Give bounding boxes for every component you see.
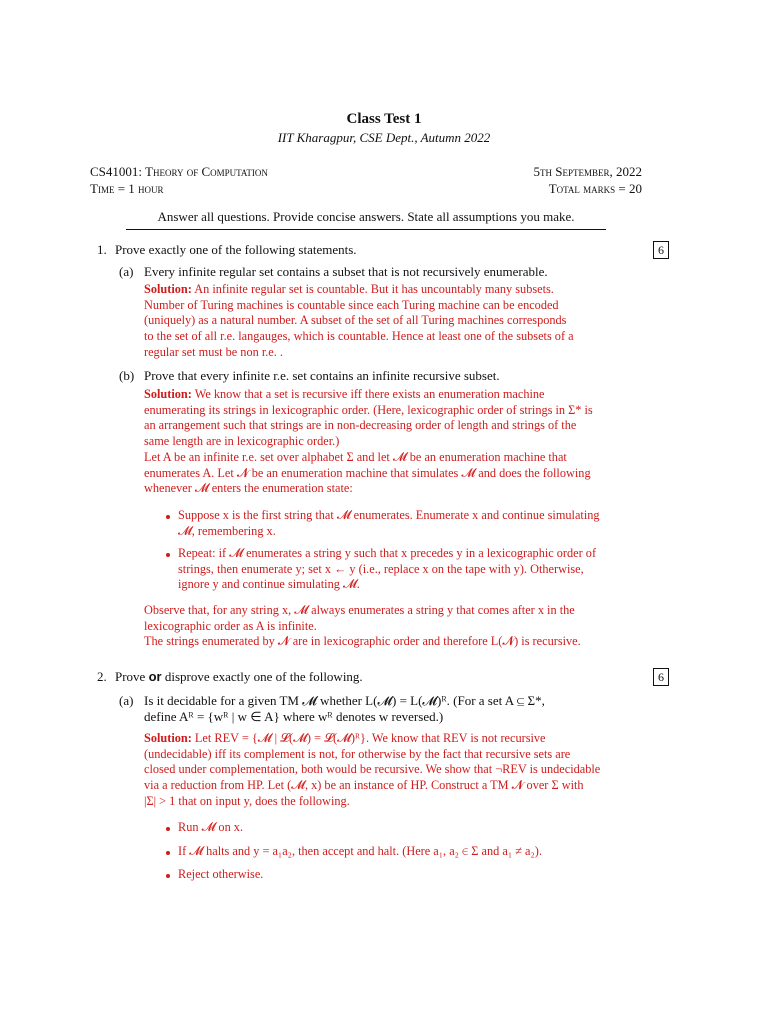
- solution-label: Solution:: [144, 282, 192, 296]
- q1b-solution: [144, 387, 641, 497]
- sol-line: |Σ| > 1 that on input y, does the following.: [144, 793, 350, 808]
- sol-line: (uniquely) as a natural number. A subset of the set of all Turing machines corresponds: [144, 313, 567, 328]
- sol-line: Let A be an infinite r.e. set over alphabet Σ and let 𝓜 be an enumeration machine that: [144, 449, 567, 464]
- q1b-conclusion: [144, 603, 641, 650]
- bullet-line: Suppose x is the first string that 𝓜 enumerates. Enumerate x and continue simulating: [178, 508, 600, 522]
- sol-line: enumerates A. Let 𝓝 be an enumeration machine that simulates 𝓜 and does the following: [144, 465, 591, 480]
- sol-line: whenever 𝓜 enters the enumeration state:: [144, 481, 353, 496]
- q2a-bullet-3: Reject otherwise.: [178, 867, 264, 881]
- question-1-marks: 6: [653, 241, 669, 259]
- q2-text-or: or: [148, 669, 162, 684]
- question-2-text: [115, 669, 363, 685]
- sol-line: regular set must be non r.e. .: [144, 344, 283, 359]
- sol-line: same length are in lexicographic order.): [144, 434, 340, 449]
- bullet-dot: [166, 553, 170, 557]
- q2a-bullet-2: If 𝓜 halts and y = a₁a₂, then accept and halt. (Here a₁, a₂ ∈ Σ and a₁ ≠ a₂).: [178, 844, 542, 858]
- sol-line: Let REV = {𝓜 | 𝓛(𝓜) = 𝓛(𝓜)ᴿ}. We know that REV is not recursive: [194, 731, 546, 745]
- bullet-line: 𝓜, remembering x.: [178, 523, 276, 538]
- sol-line: enumerating its strings in lexicographic order. (Here, lexicographic order of strings in Σ* is: [144, 402, 593, 417]
- sol-line: to the set of all r.e. langauges, which is countable. Hence at least one of the subsets of a: [144, 329, 574, 344]
- page-title: Class Test 1: [346, 111, 422, 127]
- question-2-marks: 6: [653, 668, 669, 686]
- bullet-line: strings, then enumerate y; set x ← y (i.e., replace x on the tape with y). Otherwise,: [178, 561, 584, 576]
- q2a-label: (a): [119, 693, 134, 708]
- solution-label: Solution:: [144, 387, 192, 401]
- q2a-bullet-1: Run 𝓜 on x.: [178, 820, 244, 834]
- q1a-text: Every infinite regular set contains a subset that is not recursively enumerable.: [144, 264, 548, 279]
- question-1-text: Prove exactly one of the following statements.: [115, 242, 357, 257]
- sol-line: We know that a set is recursive iff there exists an enumeration machine: [194, 387, 545, 401]
- question-1-number: 1.: [97, 242, 107, 257]
- question-2-number: 2.: [97, 669, 107, 684]
- sol-line: Observe that, for any string x, 𝓜 always enumerates a string y that comes after x in the: [144, 603, 575, 617]
- sol-line: via a reduction from HP. Let (𝓜, x) be an instance of HP. Construct a TM 𝓝 over Σ with: [144, 778, 584, 793]
- bullet-dot: [166, 827, 170, 831]
- exam-date: 5th September, 2022: [533, 164, 642, 179]
- q2-text-post: disprove exactly one of the following.: [164, 669, 363, 684]
- bullet-line: ignore y and continue simulating 𝓜.: [178, 577, 360, 592]
- q1b-label: (b): [119, 368, 135, 383]
- q1a-solution: [144, 282, 641, 361]
- q2a-line: Is it decidable for a given TM 𝓜 whether L(𝓜) = L(𝓜)ᴿ. (For a set A ⊆ Σ*,: [144, 693, 545, 708]
- q2a-line: define Aᴿ = {wᴿ | w ∈ A} where wᴿ denotes w reversed.): [144, 709, 444, 724]
- bullet-dot: [166, 851, 170, 855]
- sol-line: An infinite regular set is countable. But it has uncountably many subsets.: [194, 282, 554, 296]
- q2a-solution: [144, 731, 641, 810]
- instructions: Answer all questions. Provide concise answers. State all assumptions you make.: [157, 209, 575, 224]
- bullet-dot: [166, 874, 170, 878]
- page-subtitle: IIT Kharagpur, CSE Dept., Autumn 2022: [277, 130, 491, 145]
- bullet-dot: [166, 515, 170, 519]
- q1b-bullet-1: [178, 508, 641, 539]
- bullet-line: Repeat: if 𝓜 enumerates a string y such that x precedes y in a lexicographic order of: [178, 546, 597, 560]
- sol-line: lexicographic order as A is infinite.: [144, 618, 317, 633]
- q1b-bullet-2: [178, 546, 641, 593]
- solution-label: Solution:: [144, 731, 192, 745]
- q1b-text: Prove that every infinite r.e. set contains an infinite recursive subset.: [144, 368, 500, 383]
- course-name: CS41001: Theory of Computation: [90, 164, 268, 179]
- sol-line: closed under complementation, both would be recursive. We show that ¬REV is undecidable: [144, 762, 601, 777]
- q2a-text: [144, 693, 641, 725]
- time-limit: Time = 1 hour: [90, 181, 164, 196]
- sol-line: The strings enumerated by 𝓝 are in lexicographic order and therefore L(𝓝) is recursive.: [144, 634, 581, 649]
- total-marks: Total marks = 20: [548, 181, 642, 196]
- q1a-label: (a): [119, 264, 134, 279]
- instructions-underline: [126, 229, 606, 230]
- sol-line: (undecidable) iff its complement is not, for otherwise by the fact that recursive sets are: [144, 746, 571, 761]
- sol-line: an arrangement such that strings are in non-decreasing order of length and strings of the: [144, 418, 577, 433]
- q2-text-pre: Prove: [115, 669, 146, 684]
- sol-line: Number of Turing machines is countable since each Turing machine can be encoded: [144, 297, 559, 312]
